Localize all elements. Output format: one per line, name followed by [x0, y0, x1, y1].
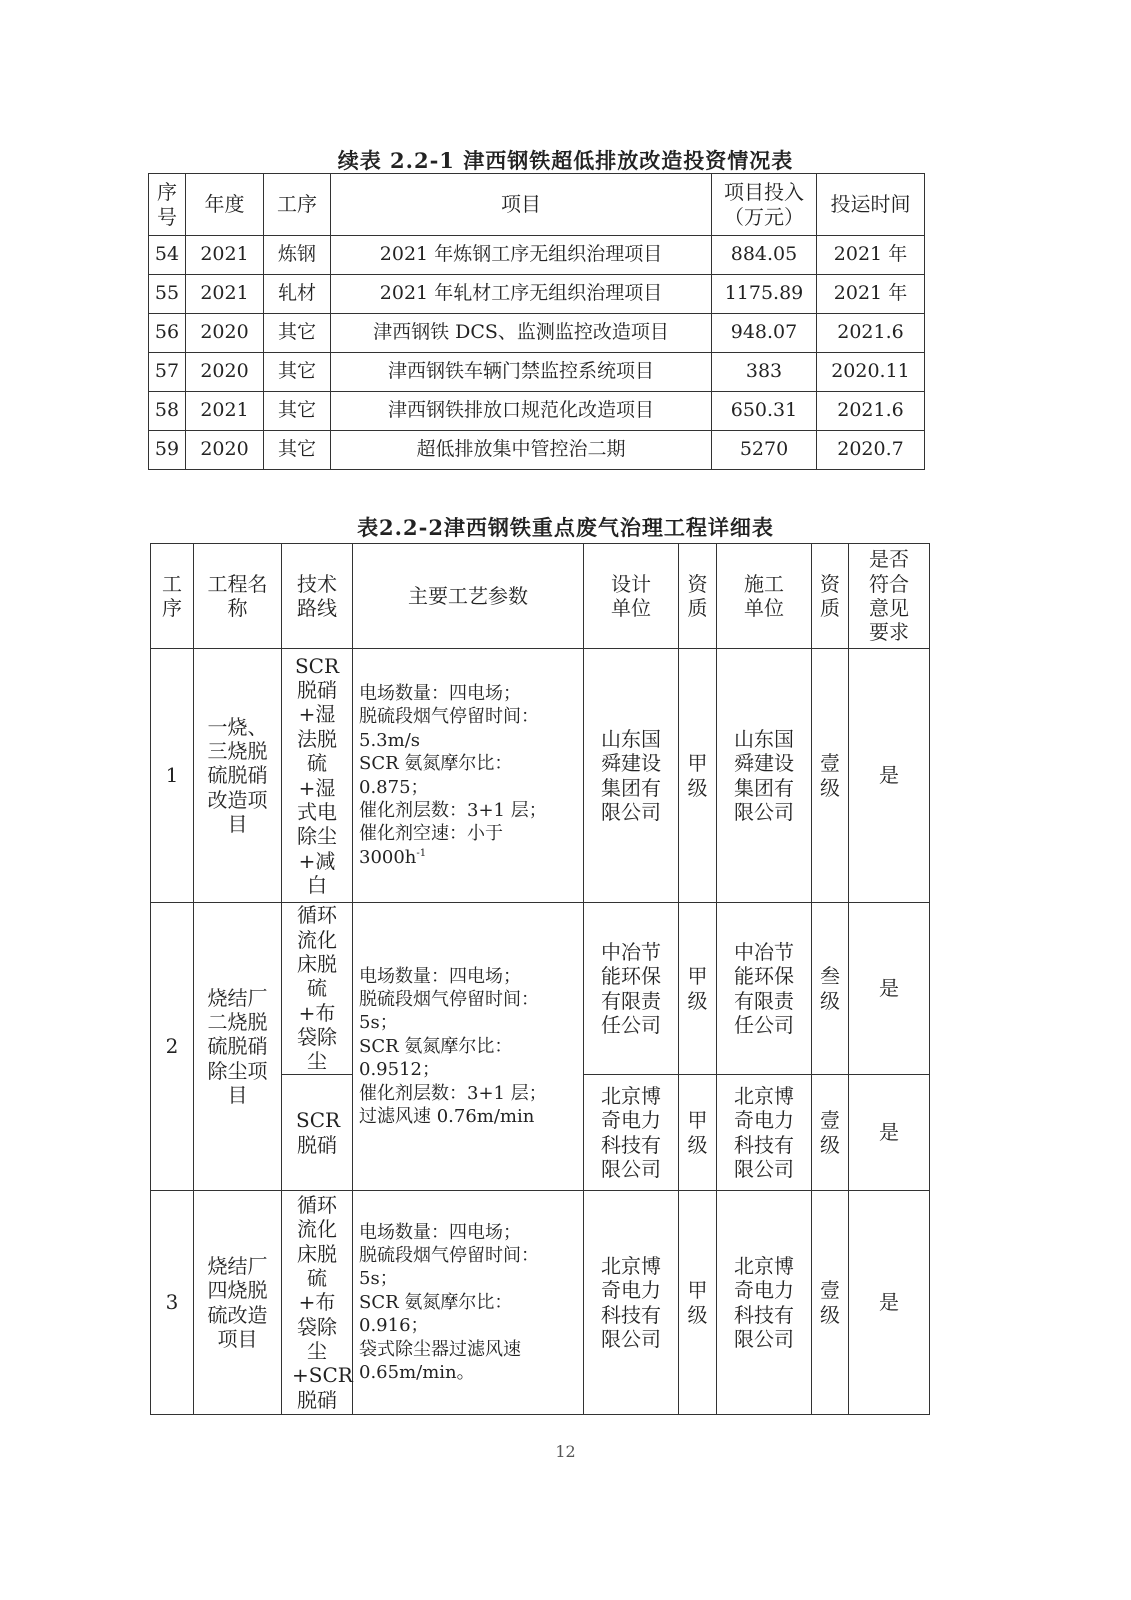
cell-construct-unit: 中冶节能环保有限责任公司: [717, 903, 812, 1075]
header-project: 项目: [331, 174, 712, 236]
cell-investment: 1175.89: [712, 275, 817, 314]
cell-year: 2021: [186, 275, 264, 314]
cell-process: 2: [151, 903, 194, 1191]
cell-params: [353, 903, 584, 1191]
table1-caption: 续表 2.2-1 津西钢铁超低排放改造投资情况表: [337, 148, 794, 173]
header-qual1: 资质: [679, 544, 717, 649]
table-row: [149, 431, 925, 470]
cell-process: 炼钢: [264, 236, 331, 275]
table-row: [149, 353, 925, 392]
param-line: 袋式除尘器过滤风速 0.65m/min。: [359, 1338, 521, 1383]
cell-construct-unit: 山东国舜建设集团有限公司: [717, 649, 812, 903]
param-line: SCR 氨氮摩尔比：0.9512；: [359, 1035, 513, 1081]
header-construct-unit: 施工单位: [717, 544, 812, 649]
cell-process: 其它: [264, 353, 331, 392]
header-compliant: 是否符合意见要求: [849, 544, 930, 649]
table2-caption: 表2.2-2津西钢铁重点废气治理工程详细表: [357, 515, 774, 540]
cell-qual1: 甲级: [679, 649, 717, 903]
cell-name: 一烧、三烧脱硫脱硝改造项目: [194, 649, 282, 903]
table-row: [151, 903, 930, 1075]
param-line: 过滤风速 0.76m/min: [359, 1105, 535, 1127]
header-seq: 序号: [149, 174, 186, 236]
cell-name: 烧结厂四烧脱硫改造项目: [194, 1191, 282, 1415]
cell-project: 2021 年炼钢工序无组织治理项目: [331, 236, 712, 275]
cell-design-unit: 北京博奇电力科技有限公司: [584, 1191, 679, 1415]
cell-route: SCR脱硝: [282, 1075, 353, 1191]
cell-seq: 57: [149, 353, 186, 392]
param-line: 脱硫段烟气停留时间：5.3m/s: [359, 706, 539, 751]
table-row: [149, 236, 925, 275]
cell-project: 津西钢铁 DCS、监测监控改造项目: [331, 314, 712, 353]
table-row: [151, 649, 930, 903]
cell-compliant: 是: [849, 1075, 930, 1191]
cell-params: [353, 1191, 584, 1415]
cell-compliant: 是: [849, 649, 930, 903]
cell-route: SCR脱硝+湿法脱硫+湿式电除尘+减白: [282, 649, 353, 903]
cell-process: 轧材: [264, 275, 331, 314]
cell-project: 2021 年轧材工序无组织治理项目: [331, 275, 712, 314]
param-line: 脱硫段烟气停留时间：5s；: [359, 989, 539, 1034]
cell-investment: 5270: [712, 431, 817, 470]
cell-construct-unit: 北京博奇电力科技有限公司: [717, 1075, 812, 1191]
table-header-row: [149, 174, 925, 236]
cell-qual1: 甲级: [679, 1075, 717, 1191]
cell-route: 循环流化床脱硫+布袋除尘+SCR脱硝: [282, 1191, 353, 1415]
header-op-time: 投运时间: [817, 174, 925, 236]
cell-project: 津西钢铁排放口规范化改造项目: [331, 392, 712, 431]
cell-qual2: 壹级: [812, 1191, 849, 1415]
cell-process: 1: [151, 649, 194, 903]
param-value: 3000h: [359, 846, 417, 868]
cell-op-time: 2020.11: [817, 353, 925, 392]
header-year: 年度: [186, 174, 264, 236]
cell-qual2: 叁级: [812, 903, 849, 1075]
param-line: 电场数量：四电场；: [359, 1221, 521, 1243]
cell-compliant: 是: [849, 903, 930, 1075]
cell-year: 2021: [186, 392, 264, 431]
cell-design-unit: 山东国舜建设集团有限公司: [584, 649, 679, 903]
cell-qual1: 甲级: [679, 1191, 717, 1415]
cell-process: 其它: [264, 314, 331, 353]
cell-investment: 948.07: [712, 314, 817, 353]
param-exponent: -1: [416, 847, 427, 859]
cell-compliant: 是: [849, 1191, 930, 1415]
param-line: [359, 846, 577, 869]
cell-seq: 55: [149, 275, 186, 314]
page-number: 12: [555, 1442, 576, 1461]
cell-op-time: 2021 年: [817, 275, 925, 314]
header-process: 工序: [151, 544, 194, 649]
cell-op-time: 2021.6: [817, 392, 925, 431]
header-qual2: 资质: [812, 544, 849, 649]
cell-process: 3: [151, 1191, 194, 1415]
param-line: 脱硫段烟气停留时间：5s；: [359, 1245, 539, 1290]
table-row: [149, 275, 925, 314]
cell-op-time: 2021 年: [817, 236, 925, 275]
param-line: 电场数量：四电场；: [359, 682, 521, 704]
param-line: 电场数量：四电场；: [359, 965, 521, 987]
exhaust-gas-table: [150, 543, 930, 1415]
table-row: [151, 1191, 930, 1415]
cell-params: [353, 649, 584, 903]
cell-op-time: 2020.7: [817, 431, 925, 470]
cell-year: 2020: [186, 431, 264, 470]
cell-construct-unit: 北京博奇电力科技有限公司: [717, 1191, 812, 1415]
cell-op-time: 2021.6: [817, 314, 925, 353]
param-line: 催化剂层数：3+1 层；: [359, 1082, 547, 1104]
cell-project: 超低排放集中管控治二期: [331, 431, 712, 470]
cell-design-unit: 中冶节能环保有限责任公司: [584, 903, 679, 1075]
cell-name: 烧结厂二烧脱硫脱硝除尘项目: [194, 903, 282, 1191]
cell-year: 2020: [186, 353, 264, 392]
header-design-unit: 设计单位: [584, 544, 679, 649]
cell-qual2: 壹级: [812, 649, 849, 903]
cell-seq: 56: [149, 314, 186, 353]
param-line: 催化剂层数：3+1 层；: [359, 799, 547, 821]
cell-process: 其它: [264, 392, 331, 431]
cell-seq: 59: [149, 431, 186, 470]
cell-year: 2020: [186, 314, 264, 353]
cell-seq: 58: [149, 392, 186, 431]
cell-process: 其它: [264, 431, 331, 470]
header-process: 工序: [264, 174, 331, 236]
cell-qual1: 甲级: [679, 903, 717, 1075]
cell-design-unit: 北京博奇电力科技有限公司: [584, 1075, 679, 1191]
cell-route: 循环流化床脱硫+布袋除尘: [282, 903, 353, 1075]
table-header-row: [151, 544, 930, 649]
investment-table: [148, 173, 925, 470]
header-params: 主要工艺参数: [353, 544, 584, 649]
cell-investment: 650.31: [712, 392, 817, 431]
cell-investment: 884.05: [712, 236, 817, 275]
cell-qual2: 壹级: [812, 1075, 849, 1191]
cell-investment: 383: [712, 353, 817, 392]
table-row: [149, 392, 925, 431]
param-line: SCR 氨氮摩尔比：0.916；: [359, 1291, 513, 1337]
table-row: [149, 314, 925, 353]
header-route: 技术路线: [282, 544, 353, 649]
header-name: 工程名称: [194, 544, 282, 649]
param-line: 催化剂空速：小于: [359, 823, 503, 845]
cell-seq: 54: [149, 236, 186, 275]
cell-project: 津西钢铁车辆门禁监控系统项目: [331, 353, 712, 392]
param-line: SCR 氨氮摩尔比：0.875；: [359, 753, 513, 798]
header-investment: 项目投入（万元）: [712, 174, 817, 236]
cell-year: 2021: [186, 236, 264, 275]
